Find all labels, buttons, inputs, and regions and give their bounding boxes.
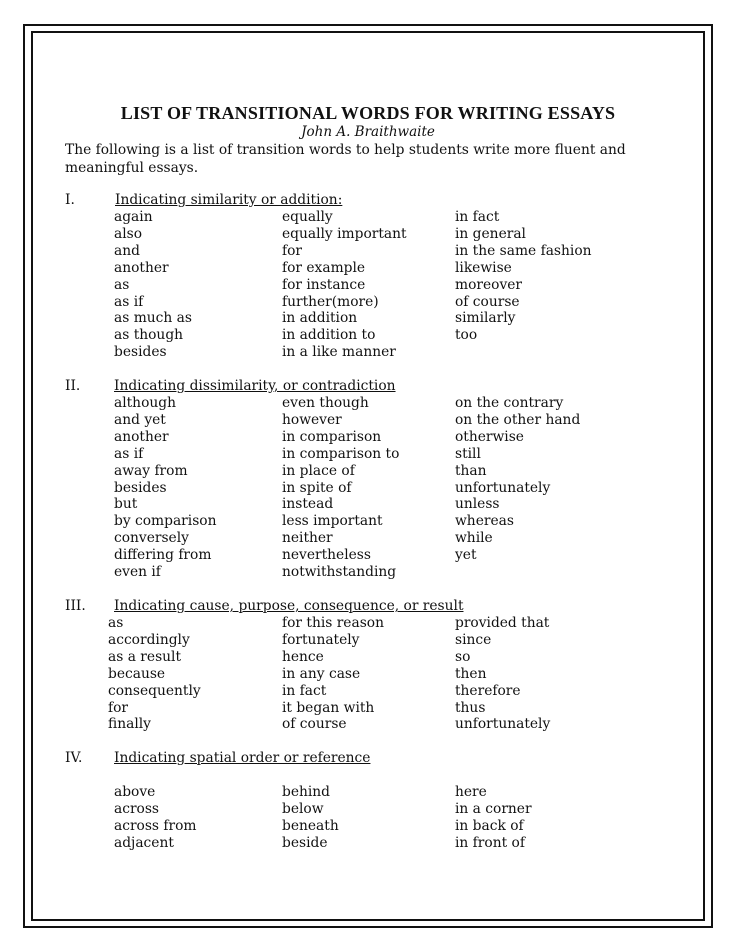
transition-word: than: [455, 462, 487, 479]
transition-word: in comparison: [282, 428, 382, 445]
transition-word: however: [282, 411, 342, 428]
transition-word: even though: [282, 395, 369, 411]
transition-word: as much as: [114, 310, 192, 327]
transition-word: equally important: [282, 225, 407, 242]
transition-word: conversely: [114, 530, 189, 547]
transition-word: it began with: [282, 699, 375, 716]
transition-word: in place of: [282, 462, 355, 479]
intro-paragraph: The following is a list of transition words to help students write more fluent and meaningful essays.: [65, 142, 626, 176]
transition-word: on the other hand: [455, 411, 581, 428]
transition-word: in spite of: [282, 479, 352, 496]
transition-word: by comparison: [114, 513, 217, 530]
section-heading: Indicating cause, purpose, consequence, or result: [114, 598, 464, 614]
transition-word: because: [108, 665, 166, 682]
transition-word: while: [455, 530, 493, 547]
transition-word: and: [114, 242, 140, 259]
transition-word: still: [455, 445, 481, 462]
transition-word: instead: [282, 496, 334, 513]
transition-word: unfortunately: [455, 479, 551, 496]
transition-word: in front of: [455, 834, 525, 851]
transition-word: as a result: [108, 648, 181, 665]
transition-word: but: [114, 496, 138, 513]
transition-word: differing from: [114, 547, 212, 564]
transition-word: as if: [114, 445, 144, 462]
transition-word: and yet: [114, 411, 166, 428]
section-numeral: I.: [65, 192, 75, 208]
transition-word: fortunately: [282, 631, 360, 648]
transition-word: behind: [282, 784, 331, 800]
transition-word: in fact: [282, 682, 327, 699]
transition-word: as: [114, 276, 130, 293]
transition-word: in comparison to: [282, 445, 400, 462]
transition-word: similarly: [455, 310, 516, 327]
transition-word: although: [114, 395, 176, 411]
transition-word: further(more): [282, 293, 379, 310]
transition-word: unfortunately: [455, 716, 551, 733]
transition-word: for: [108, 699, 129, 716]
transition-word: less important: [282, 513, 383, 530]
transition-word: yet: [455, 547, 477, 564]
transition-word: beneath: [282, 817, 339, 834]
transition-word: across from: [114, 817, 197, 834]
transition-word: nevertheless: [282, 547, 371, 564]
transition-word: neither: [282, 530, 333, 547]
transition-word: hence: [282, 648, 324, 665]
author-name: John A. Braithwaite: [301, 124, 435, 140]
transition-word: as if: [114, 293, 144, 310]
transition-word: in addition to: [282, 327, 376, 344]
transition-word: as though: [114, 327, 184, 344]
transition-word: consequently: [108, 682, 201, 699]
transition-word: besides: [114, 479, 167, 496]
transition-word: in a like manner: [282, 344, 396, 361]
section-heading: Indicating similarity or addition:: [115, 192, 343, 208]
transition-word: for example: [282, 259, 366, 276]
transition-word: in general: [455, 225, 526, 242]
transition-word: of course: [455, 293, 520, 310]
transition-word: finally: [108, 716, 151, 733]
transition-word: here: [455, 784, 487, 800]
transition-word: in addition: [282, 310, 358, 327]
transition-word: as: [108, 615, 124, 631]
transition-word: otherwise: [455, 428, 524, 445]
transition-word: also: [114, 225, 143, 242]
transition-word: for: [282, 242, 303, 259]
transition-word: too: [455, 327, 478, 344]
transition-word: moreover: [455, 276, 523, 293]
transition-word: beside: [282, 834, 328, 851]
transition-word: for this reason: [282, 615, 384, 631]
transition-word: adjacent: [114, 834, 174, 851]
transition-word: on the contrary: [455, 395, 564, 411]
transition-word: away from: [114, 462, 188, 479]
transition-word: then: [455, 665, 487, 682]
transition-word: another: [114, 428, 169, 445]
transition-word: of course: [282, 716, 347, 733]
transition-word: accordingly: [108, 631, 190, 648]
transition-word: below: [282, 800, 324, 817]
transition-word: thus: [455, 699, 486, 716]
transition-word: unless: [455, 496, 500, 513]
transition-word: therefore: [455, 682, 521, 699]
document-title: LIST OF TRANSITIONAL WORDS FOR WRITING ESSAYS: [120, 103, 616, 123]
section-heading: Indicating spatial order or reference: [114, 750, 371, 766]
transition-word: equally: [282, 209, 333, 225]
section-numeral: II.: [65, 378, 81, 394]
transition-word: notwithstanding: [282, 564, 397, 580]
section-numeral: IV.: [65, 750, 83, 766]
transition-word: provided that: [455, 615, 550, 631]
transition-word: in back of: [455, 817, 524, 834]
transition-word: so: [455, 648, 471, 665]
transition-word: across: [114, 800, 160, 817]
section-numeral: III.: [65, 598, 86, 614]
transition-word: in fact: [455, 209, 500, 225]
transition-word: above: [114, 784, 156, 800]
transition-word: whereas: [455, 513, 514, 530]
transition-word: for instance: [282, 276, 366, 293]
section-heading: Indicating dissimilarity, or contradiction: [114, 378, 396, 394]
transition-word: another: [114, 259, 169, 276]
transition-word: even if: [114, 564, 161, 580]
transition-word: again: [114, 209, 153, 225]
transition-word: in the same fashion: [455, 242, 592, 259]
transition-word: in any case: [282, 665, 361, 682]
transition-word: since: [455, 631, 492, 648]
transition-word: likewise: [455, 259, 512, 276]
transition-word: besides: [114, 344, 167, 361]
transition-word: in a corner: [455, 800, 532, 817]
